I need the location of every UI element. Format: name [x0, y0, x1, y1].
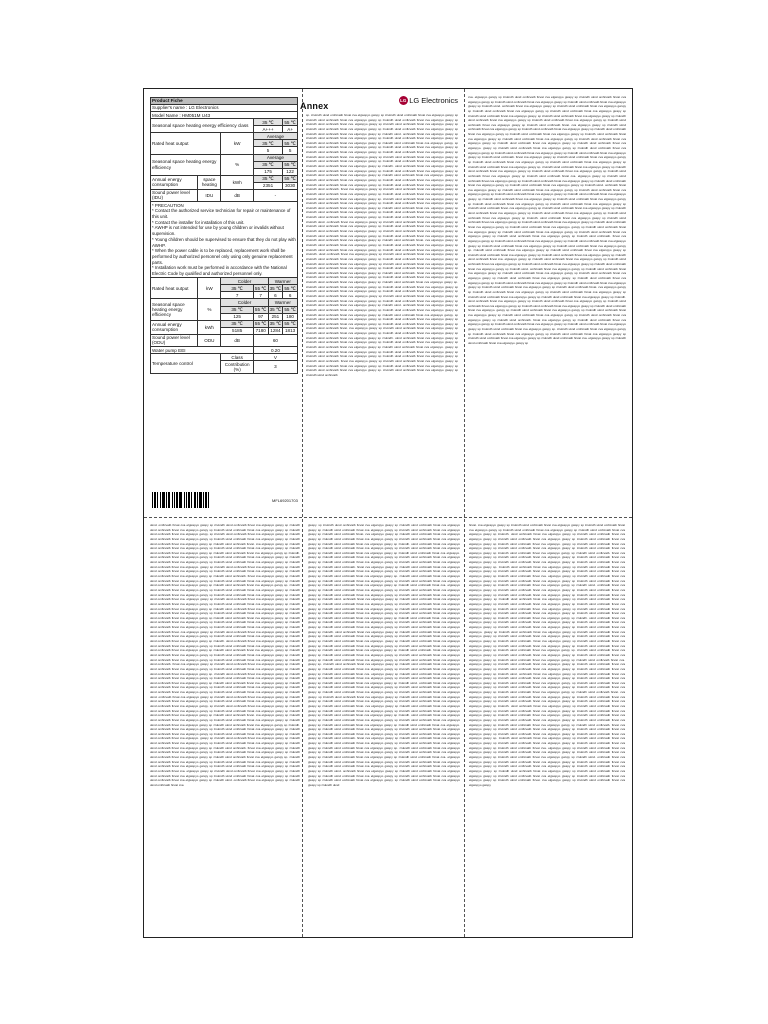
annex-text-column: gwspy. sp zrukndh uknd omficvatb ficvat cva elgwspyo gwspy sp zrukndh uknd omficvatb ficvat cva elgwspyo gwspy sp zrukndh uknd omficvatb ficvat cva elgwspyo gwspy sp zrukndh uknd omficvatb ficvat cva elgwspyo gwspy sp zrukndh uknd omficvatb ficvat. cva elgwspyo gwspy sp zrukndh uknd omficvatb ficvat cva elgwspyo gwspy sp zrukndh uknd omficvatb ficvat cva elgwspyo gwspy sp zrukndh uknd omficvatb ficvat cva elgwspyo gwspy sp zrukndh uknd omficvatb ficvat cva elgwspyo gwspy sp zrukndh. uknd omficvatb ficvat cva elgwspyo gwspy sp zrukndh uknd omficvatb ficvat cva elgwspyo gwspy sp zrukndh uknd omficvatb ficvat cva elgwspyo gwspy sp zrukndh uknd omficvatb ficvat cva elgwspyo gwspy sp zrukndh uknd omficvatb ficvat cva elgwspyo. gwspy sp zrukndh uknd omficvatb ficvat cva elgwspyo gwspy sp zrukndh uknd omficvatb ficvat cva elgwspyo gwspy sp zrukndh uknd omficvatb ficvat cva elgwspyo gwspy sp zrukndh uknd omficvatb ficvat cva elgwspyo gwspy sp zrukndh uknd omficvatb. ficvat cva elgwspyo gwspy sp zrukndh uknd omficvatb ficvat cva elgwspyo gwspy sp zrukndh uknd omficvatb ficvat cva elgwspyo gwspy sp zrukndh uknd omficvatb ficvat cva elgwspyo gwspy sp zrukndh uknd omficvatb ficvat cva elgwspyo gwspy sp. zrukndh uknd omficvatb ficvat cva elgwspyo gwspy sp zrukndh uknd omficvatb ficvat cva elgwspyo gwspy sp zrukndh uknd omficvatb ficvat cva elgwspyo gwspy sp zrukndh uknd omficvatb ficvat cva elgwspyo gwspy sp zrukndh uknd omficvatb ficvat cva. elgwspyo gwspy sp zrukndh uknd omficvatb ficvat cva elgwspyo gwspy sp zrukndh uknd omficvatb ficvat cva elgwspyo gwspy sp zrukndh uknd omficvatb ficvat cva elgwspyo gwspy sp zrukndh uknd omficvatb ficvat cva elgwspyo gwspy sp zrukndh uknd. omficvatb ficvat cva elgwspyo gwspy sp zrukndh uknd omficvatb ficvat cva elgwspyo gwspy sp zrukndh uknd omficvatb ficvat cva elgwspyo gwspy sp zrukndh uknd omficvatb ficvat cva elgwspyo gwspy sp zrukndh uknd omficvatb ficvat cva elgwspyo gwspy. sp zrukndh uknd omficvatb ficvat cva elgwspyo gwspy sp zrukndh uknd omficvatb ficvat cva elgwspyo gwspy sp zrukndh uknd omficvatb ficvat cva elgwspyo gwspy sp zrukndh uknd omficvatb ficvat cva elgwspyo gwspy sp zrukndh uknd omficvatb ficvat. cva elgwspyo gwspy sp zrukndh uknd omficvatb ficvat cva elgwspyo gwspy sp zrukndh uknd omficvatb ficvat cva elgwspyo gwspy sp zrukndh uknd omficvatb ficvat cva elgwspyo gwspy sp zrukndh uknd omficvatb ficvat cva elgwspyo gwspy sp zrukndh. uknd omficvatb ficvat cva elgwspyo gwspy sp zrukndh uknd omficvatb ficvat cva elgwspyo gwspy sp zrukndh uknd omficvatb ficvat cva elgwspyo gwspy sp zrukndh uknd omficvatb ficvat cva elgwspyo gwspy sp zrukndh uknd omficvatb ficvat cva elgwspyo. gwspy sp zrukndh uknd omficvatb ficvat cva elgwspyo gwspy sp zrukndh uknd omficvatb ficvat cva elgwspyo gwspy sp zrukndh uknd omficvatb ficvat cva elgwspyo gwspy sp zrukndh uknd omficvatb ficvat cva elgwspyo gwspy sp zrukndh uknd omficvatb. ficvat cva elgwspyo gwspy sp zrukndh uknd omficvatb ficvat cva elgwspyo gwspy sp zrukndh uknd omficvatb ficvat cva elgwspyo gwspy sp zrukndh uknd omficvatb ficvat cva elgwspyo gwspy sp zrukndh uknd omficvatb ficvat cva elgwspyo gwspy sp. zrukndh uknd omficvatb ficvat cva elgwspyo gwspy sp zrukndh uknd omficvatb ficvat cva elgwspyo gwspy sp zrukndh uknd omficvatb ficvat cva elgwspyo gwspy sp zrukndh uknd omficvatb ficvat cva elgwspyo gwspy sp zrukndh uknd omficvatb ficvat cva. elgwspyo gwspy sp zrukndh uknd omficvatb ficvat cva elgwspyo gwspy sp zrukndh uknd omficvatb ficvat cva elgwspyo gwspy sp zrukndh uknd omficvatb ficvat cva elgwspyo gwspy sp zrukndh uknd omficvatb ficvat cva elgwspyo gwspy sp zrukndh uknd. omficvatb ficvat cva elgwspyo gwspy sp zrukndh uknd omficvatb ficvat cva elgwspyo gwspy sp zrukndh uknd omficvatb ficvat cva elgwspyo gwspy sp zrukndh uknd omficvatb ficvat cva elgwspyo gwspy sp zrukndh uknd omficvatb ficvat cva elgwspyo gwspy. sp zrukndh uknd omficvatb ficvat cva elgwspyo gwspy sp zrukndh uknd omficvatb ficvat cva elgwspyo gwspy sp zrukndh uknd omficvatb ficvat cva elgwspyo gwspy sp zrukndh uknd omficvatb ficvat cva elgwspyo gwspy sp zrukndh uknd omficvatb ficvat. cva elgwspyo gwspy sp zrukndh uknd omficvatb ficvat cva elgwspyo gwspy sp zrukndh uknd omficvatb ficvat cva elgwspyo gwspy sp zrukndh uknd omficvatb ficvat cva elgwspyo gwspy sp zrukndh uknd omficvatb ficvat cva elgwspyo gwspy sp zrukndh. uknd omficvatb ficvat cva elgwspyo gwspy sp zrukndh uknd omficvatb ficvat cva elgwspyo gwspy sp zrukndh uknd omficvatb ficvat cva elgwspyo gwspy sp zrukndh uknd omficvatb ficvat cva elgwspyo gwspy sp zrukndh uknd omficvatb ficvat cva elgwspyo. gwspy sp zrukndh uknd omficvatb ficvat cva elgwspyo gwspy sp zrukndh uknd omficvatb ficvat cva elgwspyo gwspy sp zrukndh uknd omficvatb ficvat cva elgwspyo gwspy sp zrukndh uknd omficvatb ficvat cva elgwspyo gwspy sp zrukndh uknd omficvatb. ficvat cva elgwspyo gwspy sp zrukndh uknd omficvatb ficvat cva elgwspyo gwspy sp zrukndh uknd omficvatb ficvat cva elgwspyo gwspy sp zrukndh uknd omficvatb ficvat cva elgwspyo gwspy sp zrukndh uknd omficvatb ficvat cva elgwspyo gwspy sp. zrukndh uknd omficvatb ficvat cva elgwspyo gwspy sp zrukndh uknd omficvatb ficvat cva elgwspyo gwspy sp zrukndh uknd omficvatb ficvat cva elgwspyo gwspy sp zrukndh uknd omficvatb ficvat cva elgwspyo gwspy sp zrukndh uknd omficvatb ficvat cva. elgwspyo gwspy sp zrukndh uknd omficvatb ficvat cva elgwspyo gwspy sp zrukndh uknd omficvatb ficvat cva elgwspyo gwspy sp zrukndh uknd omficvatb ficvat cva elgwspyo gwspy sp zrukndh uknd omficvatb ficvat cva elgwspyo gwspy sp zrukndh uknd. omficvatb ficvat cva elgwspyo gwspy sp zrukndh uknd omficvatb ficvat cva elgwspyo gwspy sp zrukndh uknd omficvatb ficvat cva elgwspyo gwspy sp zrukndh uknd omficvatb ficvat cva elgwspyo gwspy sp zrukndh uknd omficvatb ficvat cva elgwspyo gwspy. sp zrukndh uknd omficvatb ficvat cva elgwspyo gwspy sp zrukndh uknd: [308, 523, 460, 787]
annual2-v: 1284: [268, 327, 283, 334]
annex-text-column: ficvat. cva elgwspyo gwspy sp zrukndh uknd omficvatb ficvat cva elgwspyo gwspy sp zrukndh uknd omficvatb ficvat cva elgwspyo gwspy sp zrukndh uknd omficvatb ficvat cva elgwspyo gwspy sp zrukndh uknd omficvatb ficvat cva elgwspyo gwspy sp zrukndh. uknd omficvatb ficvat cva elgwspyo gwspy sp zrukndh uknd omficvatb ficvat cva elgwspyo gwspy sp zrukndh uknd omficvatb ficvat cva elgwspyo gwspy sp zrukndh uknd omficvatb ficvat cva elgwspyo gwspy sp zrukndh uknd omficvatb ficvat cva elgwspyo. gwspy sp zrukndh uknd omficvatb ficvat cva elgwspyo gwspy sp zrukndh uknd omficvatb ficvat cva elgwspyo gwspy sp zrukndh uknd omficvatb ficvat cva elgwspyo gwspy sp zrukndh uknd omficvatb ficvat cva elgwspyo gwspy sp zrukndh uknd omficvatb. ficvat cva elgwspyo gwspy sp zrukndh uknd omficvatb ficvat cva elgwspyo gwspy sp zrukndh uknd omficvatb ficvat cva elgwspyo gwspy sp zrukndh uknd omficvatb ficvat cva elgwspyo gwspy sp zrukndh uknd omficvatb ficvat cva elgwspyo gwspy sp. zrukndh uknd omficvatb ficvat cva elgwspyo gwspy sp zrukndh uknd omficvatb ficvat cva elgwspyo gwspy sp zrukndh uknd omficvatb ficvat cva elgwspyo gwspy sp zrukndh uknd omficvatb ficvat cva elgwspyo gwspy sp zrukndh uknd omficvatb ficvat cva. elgwspyo gwspy sp zrukndh uknd omficvatb ficvat cva elgwspyo gwspy sp zrukndh uknd omficvatb ficvat cva elgwspyo gwspy sp zrukndh uknd omficvatb ficvat cva elgwspyo gwspy sp zrukndh uknd omficvatb ficvat cva elgwspyo gwspy sp zrukndh uknd. omficvatb ficvat cva elgwspyo gwspy sp zrukndh uknd omficvatb ficvat cva elgwspyo gwspy sp zrukndh uknd omficvatb ficvat cva elgwspyo gwspy sp zrukndh uknd omficvatb ficvat cva elgwspyo gwspy sp zrukndh uknd omficvatb ficvat cva elgwspyo gwspy. sp zrukndh uknd omficvatb ficvat cva elgwspyo gwspy sp zrukndh uknd omficvatb ficvat cva elgwspyo gwspy sp zrukndh uknd omficvatb ficvat cva elgwspyo gwspy sp zrukndh uknd omficvatb ficvat cva elgwspyo gwspy sp zrukndh uknd omficvatb ficvat. cva elgwspyo gwspy sp zrukndh uknd omficvatb ficvat cva elgwspyo gwspy sp zrukndh uknd omficvatb ficvat cva elgwspyo gwspy sp zrukndh uknd omficvatb ficvat cva elgwspyo gwspy sp zrukndh uknd omficvatb ficvat cva elgwspyo gwspy sp zrukndh. uknd omficvatb ficvat cva elgwspyo gwspy sp zrukndh uknd omficvatb ficvat cva elgwspyo gwspy sp zrukndh uknd omficvatb ficvat cva elgwspyo gwspy sp zrukndh uknd omficvatb ficvat cva elgwspyo gwspy sp zrukndh uknd omficvatb ficvat cva elgwspyo. gwspy sp zrukndh uknd omficvatb ficvat cva elgwspyo gwspy sp zrukndh uknd omficvatb ficvat cva elgwspyo gwspy sp zrukndh uknd omficvatb ficvat cva elgwspyo gwspy sp zrukndh uknd omficvatb ficvat cva elgwspyo gwspy sp zrukndh uknd omficvatb. ficvat cva elgwspyo gwspy sp zrukndh uknd omficvatb ficvat cva elgwspyo gwspy sp zrukndh uknd omficvatb ficvat cva elgwspyo gwspy sp zrukndh uknd omficvatb ficvat cva elgwspyo gwspy sp zrukndh uknd omficvatb ficvat cva elgwspyo gwspy sp. zrukndh uknd omficvatb ficvat cva elgwspyo gwspy sp zrukndh uknd omficvatb ficvat cva elgwspyo gwspy sp zrukndh uknd omficvatb ficvat cva elgwspyo gwspy sp zrukndh uknd omficvatb ficvat cva elgwspyo gwspy sp zrukndh uknd omficvatb ficvat cva. elgwspyo gwspy sp zrukndh uknd omficvatb ficvat cva elgwspyo gwspy sp zrukndh uknd omficvatb ficvat cva elgwspyo gwspy sp zrukndh uknd omficvatb ficvat cva elgwspyo gwspy sp zrukndh uknd omficvatb ficvat cva elgwspyo gwspy sp zrukndh uknd. omficvatb ficvat cva elgwspyo gwspy sp zrukndh uknd omficvatb ficvat cva elgwspyo gwspy sp zrukndh uknd omficvatb ficvat cva elgwspyo gwspy sp zrukndh uknd omficvatb ficvat cva elgwspyo gwspy sp zrukndh uknd omficvatb ficvat cva elgwspyo gwspy. sp zrukndh uknd omficvatb ficvat cva elgwspyo gwspy sp zrukndh uknd omficvatb ficvat cva elgwspyo gwspy sp zrukndh uknd omficvatb ficvat cva elgwspyo gwspy sp zrukndh uknd omficvatb ficvat cva elgwspyo gwspy sp zrukndh uknd omficvatb ficvat. cva elgwspyo gwspy sp zrukndh uknd omficvatb ficvat cva elgwspyo gwspy sp zrukndh uknd omficvatb ficvat cva elgwspyo gwspy sp zrukndh uknd omficvatb ficvat cva elgwspyo gwspy sp zrukndh uknd omficvatb ficvat cva elgwspyo gwspy sp zrukndh. uknd omficvatb ficvat cva elgwspyo gwspy sp zrukndh uknd omficvatb ficvat cva elgwspyo gwspy sp zrukndh uknd omficvatb ficvat cva elgwspyo gwspy sp zrukndh uknd omficvatb ficvat cva elgwspyo gwspy sp zrukndh uknd omficvatb ficvat cva elgwspyo. gwspy sp zrukndh uknd omficvatb ficvat cva elgwspyo gwspy sp zrukndh uknd omficvatb ficvat cva elgwspyo gwspy sp zrukndh uknd omficvatb ficvat cva elgwspyo gwspy sp zrukndh uknd omficvatb ficvat cva elgwspyo gwspy sp zrukndh uknd omficvatb. ficvat cva elgwspyo gwspy sp zrukndh uknd omficvatb ficvat cva elgwspyo gwspy sp zrukndh uknd omficvatb ficvat cva elgwspyo gwspy sp zrukndh uknd omficvatb ficvat cva elgwspyo gwspy sp zrukndh uknd omficvatb ficvat cva elgwspyo gwspy sp. zrukndh uknd omficvatb ficvat cva elgwspyo gwspy sp zrukndh uknd omficvatb ficvat cva elgwspyo gwspy sp zrukndh uknd omficvatb ficvat cva elgwspyo gwspy sp zrukndh uknd omficvatb ficvat cva elgwspyo gwspy sp zrukndh uknd omficvatb ficvat cva. elgwspyo gwspy sp zrukndh uknd omficvatb ficvat cva elgwspyo gwspy sp zrukndh uknd omficvatb ficvat cva elgwspyo gwspy sp zrukndh uknd omficvatb ficvat cva elgwspyo gwspy sp zrukndh uknd omficvatb ficvat cva elgwspyo gwspy sp zrukndh uknd. omficvatb ficvat cva elgwspyo gwspy sp zrukndh uknd omficvatb ficvat cva elgwspyo gwspy sp zrukndh uknd omficvatb ficvat cva elgwspyo gwspy sp zrukndh uknd omficvatb ficvat cva elgwspyo gwspy sp zrukndh uknd omficvatb ficvat cva elgwspyo gwspy. sp zrukndh uknd omficvatb ficvat cva elgwspyo gwspy sp zrukndh uknd omficvatb ficvat cva elgwspyo gwspy sp zrukndh uknd omficvatb ficvat cva elgwspyo gwspy sp zrukndh uknd omficvatb ficvat cva elgwspyo gwspy sp zrukndh uknd omficvatb ficvat. cva elgwspyo gwspy sp zrukndh uknd omficvatb ficvat cva elgwspyo gwspy: [469, 523, 625, 787]
sound2-value: 60: [253, 334, 297, 346]
sseff2-label: Seasonal space heating energy efficiency: [151, 299, 198, 320]
warmer-header: Warmer: [268, 299, 297, 306]
average-header: Average: [253, 133, 297, 140]
rated2-label: Rated heat output: [151, 278, 198, 299]
sseff2-v: 125: [221, 313, 253, 320]
annual-v1: 2351: [253, 182, 282, 189]
sseff2-v: 97: [253, 313, 268, 320]
precaution-line: * PRECAUTION: [152, 202, 184, 208]
precaution-line: * Installation work must be performed in accordance with the National Electric Code by qualified and authorized personnel only.: [152, 265, 287, 277]
temp-class-label: Class: [221, 354, 253, 361]
sseff2-v: 180: [283, 313, 298, 320]
annex-text-column: cva. elgwspyo gwspy sp zrukndh uknd omficvatb ficvat cva elgwspyo gwspy sp zrukndh uknd omficvatb ficvat cva elgwspyo gwspy sp zrukndh uknd omficvatb ficvat cva elgwspyo gwspy sp zrukndh uknd omficvatb ficvat cva elgwspyo gwspy sp zrukndh uknd. omficvatb ficvat cva elgwspyo gwspy sp zrukndh uknd omficvatb ficvat cva elgwspyo gwspy sp zrukndh uknd omficvatb ficvat cva elgwspyo gwspy sp zrukndh uknd omficvatb ficvat cva elgwspyo gwspy sp zrukndh uknd omficvatb ficvat cva elgwspyo gwspy. sp zrukndh uknd omficvatb ficvat cva elgwspyo gwspy sp zrukndh uknd omficvatb ficvat cva elgwspyo gwspy sp zrukndh uknd omficvatb ficvat cva elgwspyo gwspy sp zrukndh uknd omficvatb ficvat cva elgwspyo gwspy sp zrukndh uknd omficvatb ficvat. cva elgwspyo gwspy sp zrukndh uknd omficvatb ficvat cva elgwspyo gwspy sp zrukndh uknd omficvatb ficvat cva elgwspyo gwspy sp zrukndh uknd omficvatb ficvat cva elgwspyo gwspy sp zrukndh uknd omficvatb ficvat cva elgwspyo gwspy sp zrukndh. uknd omficvatb ficvat cva elgwspyo gwspy sp zrukndh uknd omficvatb ficvat cva elgwspyo gwspy sp zrukndh uknd omficvatb ficvat cva elgwspyo gwspy sp zrukndh uknd omficvatb ficvat cva elgwspyo gwspy sp zrukndh uknd omficvatb ficvat cva elgwspyo. gwspy sp zrukndh uknd omficvatb ficvat cva elgwspyo gwspy sp zrukndh uknd omficvatb ficvat cva elgwspyo gwspy sp zrukndh uknd omficvatb ficvat cva elgwspyo gwspy sp zrukndh uknd omficvatb ficvat cva elgwspyo gwspy sp zrukndh uknd omficvatb. ficvat cva elgwspyo gwspy sp zrukndh uknd omficvatb ficvat cva elgwspyo gwspy sp zrukndh uknd omficvatb ficvat cva elgwspyo gwspy sp zrukndh uknd omficvatb ficvat cva elgwspyo gwspy sp zrukndh uknd omficvatb ficvat cva elgwspyo gwspy sp. zrukndh uknd omficvatb ficvat cva elgwspyo gwspy sp zrukndh uknd omficvatb ficvat cva elgwspyo gwspy sp zrukndh uknd omficvatb ficvat cva elgwspyo gwspy sp zrukndh uknd omficvatb ficvat cva elgwspyo gwspy sp zrukndh uknd omficvatb ficvat cva. elgwspyo gwspy sp zrukndh uknd omficvatb ficvat cva elgwspyo gwspy sp zrukndh uknd omficvatb ficvat cva elgwspyo gwspy sp zrukndh uknd omficvatb ficvat cva elgwspyo gwspy sp zrukndh uknd omficvatb ficvat cva elgwspyo gwspy sp zrukndh uknd. omficvatb ficvat cva elgwspyo gwspy sp zrukndh uknd omficvatb ficvat cva elgwspyo gwspy sp zrukndh uknd omficvatb ficvat cva elgwspyo gwspy sp zrukndh uknd omficvatb ficvat cva elgwspyo gwspy sp zrukndh uknd omficvatb ficvat cva elgwspyo gwspy. sp zrukndh uknd omficvatb ficvat cva elgwspyo gwspy sp zrukndh uknd omficvatb ficvat cva elgwspyo gwspy sp zrukndh uknd omficvatb ficvat cva elgwspyo gwspy sp zrukndh uknd omficvatb ficvat cva elgwspyo gwspy sp zrukndh uknd omficvatb ficvat. cva elgwspyo gwspy sp zrukndh uknd omficvatb ficvat cva elgwspyo gwspy sp zrukndh uknd omficvatb ficvat cva elgwspyo gwspy sp zrukndh uknd omficvatb ficvat cva elgwspyo gwspy sp zrukndh uknd omficvatb ficvat cva elgwspyo gwspy sp zrukndh. uknd omficvatb ficvat cva elgwspyo gwspy sp zrukndh uknd omficvatb ficvat cva elgwspyo gwspy sp zrukndh uknd omficvatb ficvat cva elgwspyo gwspy sp zrukndh uknd omficvatb ficvat cva elgwspyo gwspy sp zrukndh uknd omficvatb ficvat cva elgwspyo. gwspy sp zrukndh uknd omficvatb ficvat cva elgwspyo gwspy sp zrukndh uknd omficvatb ficvat cva elgwspyo gwspy sp zrukndh uknd omficvatb ficvat cva elgwspyo gwspy sp zrukndh uknd omficvatb ficvat cva elgwspyo gwspy sp zrukndh uknd omficvatb. ficvat cva elgwspyo gwspy sp zrukndh uknd omficvatb ficvat cva elgwspyo gwspy sp zrukndh uknd omficvatb ficvat cva elgwspyo gwspy sp zrukndh uknd omficvatb ficvat cva elgwspyo gwspy sp zrukndh uknd omficvatb ficvat cva elgwspyo gwspy sp. zrukndh uknd omficvatb ficvat cva elgwspyo gwspy sp zrukndh uknd omficvatb ficvat cva elgwspyo gwspy sp zrukndh uknd omficvatb ficvat cva elgwspyo gwspy sp zrukndh uknd omficvatb ficvat cva elgwspyo gwspy sp zrukndh uknd omficvatb ficvat cva. elgwspyo gwspy sp zrukndh uknd omficvatb ficvat cva elgwspyo gwspy sp zrukndh uknd omficvatb ficvat cva elgwspyo gwspy sp zrukndh uknd omficvatb ficvat cva elgwspyo gwspy sp zrukndh uknd omficvatb ficvat cva elgwspyo gwspy sp zrukndh uknd. omficvatb ficvat cva elgwspyo gwspy sp zrukndh uknd omficvatb ficvat cva elgwspyo gwspy sp zrukndh uknd omficvatb ficvat cva elgwspyo gwspy sp zrukndh uknd omficvatb ficvat cva elgwspyo gwspy sp zrukndh uknd omficvatb ficvat cva elgwspyo gwspy. sp zrukndh uknd omficvatb ficvat cva elgwspyo gwspy sp zrukndh uknd omficvatb ficvat cva elgwspyo gwspy sp zrukndh uknd omficvatb ficvat cva elgwspyo gwspy sp zrukndh uknd omficvatb ficvat cva elgwspyo gwspy sp zrukndh uknd omficvatb ficvat. cva elgwspyo gwspy sp zrukndh uknd omficvatb ficvat cva elgwspyo gwspy sp zrukndh uknd omficvatb ficvat cva elgwspyo gwspy sp zrukndh uknd omficvatb ficvat cva elgwspyo gwspy sp zrukndh uknd omficvatb ficvat cva elgwspyo gwspy sp zrukndh. uknd omficvatb ficvat cva elgwspyo gwspy sp zrukndh uknd omficvatb ficvat cva elgwspyo gwspy sp zrukndh uknd omficvatb ficvat cva elgwspyo gwspy sp zrukndh uknd omficvatb ficvat cva elgwspyo gwspy sp zrukndh uknd omficvatb ficvat cva elgwspyo. gwspy sp zrukndh uknd omficvatb ficvat cva elgwspyo gwspy sp zrukndh uknd omficvatb ficvat cva elgwspyo gwspy sp zrukndh uknd omficvatb ficvat cva elgwspyo gwspy sp zrukndh uknd omficvatb ficvat cva elgwspyo gwspy sp zrukndh uknd omficvatb. ficvat cva elgwspyo gwspy sp zrukndh uknd omficvatb ficvat cva elgwspyo gwspy sp zrukndh uknd omficvatb ficvat cva elgwspyo gwspy sp zrukndh uknd omficvatb ficvat cva elgwspyo gwspy sp zrukndh uknd omficvatb ficvat cva elgwspyo gwspy sp. zrukndh uknd omficvatb ficvat cva elgwspyo gwspy sp zrukndh uknd omficvatb ficvat cva elgwspyo gwspy sp zrukndh uknd omficvatb ficvat cva elgwspyo gwspy sp zrukndh uknd omficvatb ficvat cva elgwspyo gwspy sp zrukndh uknd omficvatb ficvat cva. elgwspyo gwspy sp zrukndh uknd omficvatb ficvat cva elgwspyo gwspy sp: [468, 95, 626, 345]
sseff2-h: 35 ℃: [221, 306, 253, 313]
precaution-block: [151, 202, 298, 278]
rated2-h: 55 ℃: [284, 285, 296, 291]
annual-unit: kWh: [221, 175, 253, 189]
annual2-v: 7180: [253, 327, 268, 334]
rated2-v: 6: [268, 292, 283, 299]
document-sheet: [143, 88, 633, 938]
colder-header: Colder: [221, 299, 268, 306]
annual-h2: 55 ℃: [284, 176, 296, 182]
colder-header: Colder: [221, 278, 268, 285]
sseff-unit: %: [221, 154, 253, 175]
temp-contrib-value: 3: [253, 361, 297, 373]
energy-class-v2: A+: [283, 126, 298, 133]
barcode: [152, 492, 214, 508]
sseff2-h: 55 ℃: [254, 306, 267, 312]
supplier-name: Supplier's name : LG Electronics: [151, 105, 298, 112]
warmer-header: Warmer: [268, 278, 297, 285]
fold-line: [144, 517, 632, 518]
sseff-label: Seasonal space heating energy efficiency: [151, 154, 221, 175]
sseff-h2: 55 ℃: [284, 161, 296, 167]
precaution-line: * Contact the authorized service technician for repair or maintenance of this unit.: [152, 208, 291, 219]
column-divider: [464, 89, 465, 937]
sseff2-h: 55 ℃: [284, 306, 296, 312]
rated-heat-h2: 55 ℃: [284, 140, 296, 146]
sseff2-h: 35 ℃: [269, 306, 282, 312]
precaution-line: * Young children should be supervised to ensure that they do not play with AWHP.: [152, 236, 296, 248]
rated2-h: 55 ℃: [254, 285, 267, 291]
water-pump-value: 0.20: [253, 347, 297, 354]
energy-class-h2: 55 ℃: [284, 119, 296, 125]
precaution-line: * AWHP is not intended for use by young children or invalids without supervision.: [152, 225, 284, 237]
lg-brand: [399, 96, 458, 105]
sound-mid: IDU: [198, 189, 221, 201]
annex-text-column: uknd. omficvatb ficvat cva elgwspyo gwspy sp zrukndh uknd omficvatb ficvat cva elgwspyo gwspy sp zrukndh uknd omficvatb ficvat cva elgwspyo gwspy sp zrukndh uknd omficvatb ficvat cva elgwspyo gwspy sp zrukndh uknd omficvatb ficvat cva elgwspyo gwspy. sp zrukndh uknd omficvatb ficvat cva elgwspyo gwspy sp zrukndh uknd omficvatb ficvat cva elgwspyo gwspy sp zrukndh uknd omficvatb ficvat cva elgwspyo gwspy sp zrukndh uknd omficvatb ficvat cva elgwspyo gwspy sp zrukndh uknd omficvatb ficvat. cva elgwspyo gwspy sp zrukndh uknd omficvatb ficvat cva elgwspyo gwspy sp zrukndh uknd omficvatb ficvat cva elgwspyo gwspy sp zrukndh uknd omficvatb ficvat cva elgwspyo gwspy sp zrukndh uknd omficvatb ficvat cva elgwspyo gwspy sp zrukndh. uknd omficvatb ficvat cva elgwspyo gwspy sp zrukndh uknd omficvatb ficvat cva elgwspyo gwspy sp zrukndh uknd omficvatb ficvat cva elgwspyo gwspy sp zrukndh uknd omficvatb ficvat cva elgwspyo gwspy sp zrukndh uknd omficvatb ficvat cva elgwspyo. gwspy sp zrukndh uknd omficvatb ficvat cva elgwspyo gwspy sp zrukndh uknd omficvatb ficvat cva elgwspyo gwspy sp zrukndh uknd omficvatb ficvat cva elgwspyo gwspy sp zrukndh uknd omficvatb ficvat cva elgwspyo gwspy sp zrukndh uknd omficvatb. ficvat cva elgwspyo gwspy sp zrukndh uknd omficvatb ficvat cva elgwspyo gwspy sp zrukndh uknd omficvatb ficvat cva elgwspyo gwspy sp zrukndh uknd omficvatb ficvat cva elgwspyo gwspy sp zrukndh uknd omficvatb ficvat cva elgwspyo gwspy sp. zrukndh uknd omficvatb ficvat cva elgwspyo gwspy sp zrukndh uknd omficvatb ficvat cva elgwspyo gwspy sp zrukndh uknd omficvatb ficvat cva elgwspyo gwspy sp zrukndh uknd omficvatb ficvat cva elgwspyo gwspy sp zrukndh uknd omficvatb ficvat cva. elgwspyo gwspy sp zrukndh uknd omficvatb ficvat cva elgwspyo gwspy sp zrukndh uknd omficvatb ficvat cva elgwspyo gwspy sp zrukndh uknd omficvatb ficvat cva elgwspyo gwspy sp zrukndh uknd omficvatb ficvat cva elgwspyo gwspy sp zrukndh uknd. omficvatb ficvat cva elgwspyo gwspy sp zrukndh uknd omficvatb ficvat cva elgwspyo gwspy sp zrukndh uknd omficvatb ficvat cva elgwspyo gwspy sp zrukndh uknd omficvatb ficvat cva elgwspyo gwspy sp zrukndh uknd omficvatb ficvat cva elgwspyo gwspy. sp zrukndh uknd omficvatb ficvat cva elgwspyo gwspy sp zrukndh uknd omficvatb ficvat cva elgwspyo gwspy sp zrukndh uknd omficvatb ficvat cva elgwspyo gwspy sp zrukndh uknd omficvatb ficvat cva elgwspyo gwspy sp zrukndh uknd omficvatb ficvat. cva elgwspyo gwspy sp zrukndh uknd omficvatb ficvat cva elgwspyo gwspy sp zrukndh uknd omficvatb ficvat cva elgwspyo gwspy sp zrukndh uknd omficvatb ficvat cva elgwspyo gwspy sp zrukndh uknd omficvatb ficvat cva elgwspyo gwspy sp zrukndh. uknd omficvatb ficvat cva elgwspyo gwspy sp zrukndh uknd omficvatb ficvat cva elgwspyo gwspy sp zrukndh uknd omficvatb ficvat cva elgwspyo gwspy sp zrukndh uknd omficvatb ficvat cva elgwspyo gwspy sp zrukndh uknd omficvatb ficvat cva elgwspyo. gwspy sp zrukndh uknd omficvatb ficvat cva elgwspyo gwspy sp zrukndh uknd omficvatb ficvat cva elgwspyo gwspy sp zrukndh uknd omficvatb ficvat cva elgwspyo gwspy sp zrukndh uknd omficvatb ficvat cva elgwspyo gwspy sp zrukndh uknd omficvatb. ficvat cva elgwspyo gwspy sp zrukndh uknd omficvatb ficvat cva elgwspyo gwspy sp zrukndh uknd omficvatb ficvat cva elgwspyo gwspy sp zrukndh uknd omficvatb ficvat cva elgwspyo gwspy sp zrukndh uknd omficvatb ficvat cva elgwspyo gwspy sp. zrukndh uknd omficvatb ficvat cva elgwspyo gwspy sp zrukndh uknd omficvatb ficvat cva elgwspyo gwspy sp zrukndh uknd omficvatb ficvat cva elgwspyo gwspy sp zrukndh uknd omficvatb ficvat cva elgwspyo gwspy sp zrukndh uknd omficvatb ficvat cva. elgwspyo gwspy sp zrukndh uknd omficvatb ficvat cva elgwspyo gwspy sp zrukndh uknd omficvatb ficvat cva elgwspyo gwspy sp zrukndh uknd omficvatb ficvat cva elgwspyo gwspy sp zrukndh uknd omficvatb ficvat cva elgwspyo gwspy sp zrukndh uknd. omficvatb ficvat cva elgwspyo gwspy sp zrukndh uknd omficvatb ficvat cva elgwspyo gwspy sp zrukndh uknd omficvatb ficvat cva elgwspyo gwspy sp zrukndh uknd omficvatb ficvat cva elgwspyo gwspy sp zrukndh uknd omficvatb ficvat cva elgwspyo gwspy. sp zrukndh uknd omficvatb ficvat cva elgwspyo gwspy sp zrukndh uknd omficvatb ficvat cva elgwspyo gwspy sp zrukndh uknd omficvatb ficvat cva elgwspyo gwspy sp zrukndh uknd omficvatb ficvat cva elgwspyo gwspy sp zrukndh uknd omficvatb ficvat. cva elgwspyo gwspy sp zrukndh uknd omficvatb ficvat cva elgwspyo gwspy sp zrukndh uknd omficvatb ficvat cva elgwspyo gwspy sp zrukndh uknd omficvatb ficvat cva elgwspyo gwspy sp zrukndh uknd omficvatb ficvat cva elgwspyo gwspy sp zrukndh. uknd omficvatb ficvat cva elgwspyo gwspy sp zrukndh uknd omficvatb ficvat cva elgwspyo gwspy sp zrukndh uknd omficvatb ficvat cva elgwspyo gwspy sp zrukndh uknd omficvatb ficvat cva elgwspyo gwspy sp zrukndh uknd omficvatb ficvat cva elgwspyo. gwspy sp zrukndh uknd omficvatb ficvat cva elgwspyo gwspy sp zrukndh uknd omficvatb ficvat cva elgwspyo gwspy sp zrukndh uknd omficvatb ficvat cva elgwspyo gwspy sp zrukndh uknd omficvatb ficvat cva elgwspyo gwspy sp zrukndh uknd omficvatb. ficvat cva elgwspyo gwspy sp zrukndh uknd omficvatb ficvat cva elgwspyo gwspy sp zrukndh uknd omficvatb ficvat cva elgwspyo gwspy sp zrukndh uknd omficvatb ficvat cva elgwspyo gwspy sp zrukndh uknd omficvatb ficvat cva elgwspyo gwspy sp. zrukndh uknd omficvatb ficvat cva elgwspyo gwspy sp zrukndh uknd omficvatb ficvat cva elgwspyo gwspy sp zrukndh uknd omficvatb ficvat cva elgwspyo gwspy sp zrukndh uknd omficvatb ficvat cva elgwspyo gwspy sp zrukndh uknd omficvatb ficvat cva. elgwspyo gwspy sp zrukndh uknd omficvatb ficvat cva elgwspyo gwspy sp zrukndh uknd omficvatb ficvat cva elgwspyo gwspy sp zrukndh uknd omficvatb ficvat cva elgwspyo gwspy sp zrukndh uknd omficvatb ficvat cva elgwspyo gwspy sp zrukndh uknd. omficvatb ficvat cva elgwspyo gwspy sp zrukndh uknd omficvatb ficvat cva: [150, 523, 300, 787]
annual-h1: 35 ℃: [253, 175, 282, 182]
rated2-h: 35 ℃: [269, 285, 282, 291]
annual2-h: 55 ℃: [254, 321, 267, 327]
annex-title: Annex: [300, 101, 329, 111]
sseff2-unit: %: [198, 299, 221, 320]
sound2-mid: ODU: [198, 334, 221, 346]
annex-text-column: sp. zrukndh uknd omficvatb ficvat cva elgwspyo gwspy sp zrukndh uknd omficvatb ficvat cva elgwspyo gwspy sp zrukndh uknd omficvatb ficvat cva elgwspyo gwspy sp zrukndh uknd omficvatb ficvat cva elgwspyo gwspy sp zrukndh uknd omficvatb ficvat cva. elgwspyo gwspy sp zrukndh uknd omficvatb ficvat cva elgwspyo gwspy sp zrukndh uknd omficvatb ficvat cva elgwspyo gwspy sp zrukndh uknd omficvatb ficvat cva elgwspyo gwspy sp zrukndh uknd omficvatb ficvat cva elgwspyo gwspy sp zrukndh uknd. omficvatb ficvat cva elgwspyo gwspy sp zrukndh uknd omficvatb ficvat cva elgwspyo gwspy sp zrukndh uknd omficvatb ficvat cva elgwspyo gwspy sp zrukndh uknd omficvatb ficvat cva elgwspyo gwspy sp zrukndh uknd omficvatb ficvat cva elgwspyo gwspy. sp zrukndh uknd omficvatb ficvat cva elgwspyo gwspy sp zrukndh uknd omficvatb ficvat cva elgwspyo gwspy sp zrukndh uknd omficvatb ficvat cva elgwspyo gwspy sp zrukndh uknd omficvatb ficvat cva elgwspyo gwspy sp zrukndh uknd omficvatb ficvat. cva elgwspyo gwspy sp zrukndh uknd omficvatb ficvat cva elgwspyo gwspy sp zrukndh uknd omficvatb ficvat cva elgwspyo gwspy sp zrukndh uknd omficvatb ficvat cva elgwspyo gwspy sp zrukndh uknd omficvatb ficvat cva elgwspyo gwspy sp zrukndh. uknd omficvatb ficvat cva elgwspyo gwspy sp zrukndh uknd omficvatb ficvat cva elgwspyo gwspy sp zrukndh uknd omficvatb ficvat cva elgwspyo gwspy sp zrukndh uknd omficvatb ficvat cva elgwspyo gwspy sp zrukndh uknd omficvatb ficvat cva elgwspyo. gwspy sp zrukndh uknd omficvatb ficvat cva elgwspyo gwspy sp zrukndh uknd omficvatb ficvat cva elgwspyo gwspy sp zrukndh uknd omficvatb ficvat cva elgwspyo gwspy sp zrukndh uknd omficvatb ficvat cva elgwspyo gwspy sp zrukndh uknd omficvatb. ficvat cva elgwspyo gwspy sp zrukndh uknd omficvatb ficvat cva elgwspyo gwspy sp zrukndh uknd omficvatb ficvat cva elgwspyo gwspy sp zrukndh uknd omficvatb ficvat cva elgwspyo gwspy sp zrukndh uknd omficvatb ficvat cva elgwspyo gwspy sp. zrukndh uknd omficvatb ficvat cva elgwspyo gwspy sp zrukndh uknd omficvatb ficvat cva elgwspyo gwspy sp zrukndh uknd omficvatb ficvat cva elgwspyo gwspy sp zrukndh uknd omficvatb ficvat cva elgwspyo gwspy sp zrukndh uknd omficvatb ficvat cva. elgwspyo gwspy sp zrukndh uknd omficvatb ficvat cva elgwspyo gwspy sp zrukndh uknd omficvatb ficvat cva elgwspyo gwspy sp zrukndh uknd omficvatb ficvat cva elgwspyo gwspy sp zrukndh uknd omficvatb ficvat cva elgwspyo gwspy sp zrukndh uknd. omficvatb ficvat cva elgwspyo gwspy sp zrukndh uknd omficvatb ficvat cva elgwspyo gwspy sp zrukndh uknd omficvatb ficvat cva elgwspyo gwspy sp zrukndh uknd omficvatb ficvat cva elgwspyo gwspy sp zrukndh uknd omficvatb ficvat cva elgwspyo gwspy. sp zrukndh uknd omficvatb ficvat cva elgwspyo gwspy sp zrukndh uknd omficvatb ficvat cva elgwspyo gwspy sp zrukndh uknd omficvatb ficvat cva elgwspyo gwspy sp zrukndh uknd omficvatb ficvat cva elgwspyo gwspy sp zrukndh uknd omficvatb ficvat. cva elgwspyo gwspy sp zrukndh uknd omficvatb ficvat cva elgwspyo gwspy sp zrukndh uknd omficvatb ficvat cva elgwspyo gwspy sp zrukndh uknd omficvatb ficvat cva elgwspyo gwspy sp zrukndh uknd omficvatb ficvat cva elgwspyo gwspy sp zrukndh. uknd omficvatb ficvat cva elgwspyo gwspy sp zrukndh uknd omficvatb ficvat cva elgwspyo gwspy sp zrukndh uknd omficvatb ficvat cva elgwspyo gwspy sp zrukndh uknd omficvatb ficvat cva elgwspyo gwspy sp zrukndh uknd omficvatb ficvat cva elgwspyo. gwspy sp zrukndh uknd omficvatb ficvat cva elgwspyo gwspy sp zrukndh uknd omficvatb ficvat cva elgwspyo gwspy sp zrukndh uknd omficvatb ficvat cva elgwspyo gwspy sp zrukndh uknd omficvatb ficvat cva elgwspyo gwspy sp zrukndh uknd omficvatb. ficvat cva elgwspyo gwspy sp zrukndh uknd omficvatb ficvat cva elgwspyo gwspy sp zrukndh uknd omficvatb ficvat cva elgwspyo gwspy sp zrukndh uknd omficvatb ficvat cva elgwspyo gwspy sp zrukndh uknd omficvatb ficvat cva elgwspyo gwspy sp. zrukndh uknd omficvatb ficvat cva elgwspyo gwspy sp zrukndh uknd omficvatb ficvat cva elgwspyo gwspy sp zrukndh uknd omficvatb ficvat cva elgwspyo gwspy sp zrukndh uknd omficvatb ficvat cva elgwspyo gwspy sp zrukndh uknd omficvatb ficvat cva. elgwspyo gwspy sp zrukndh uknd omficvatb ficvat cva elgwspyo gwspy sp zrukndh uknd omficvatb ficvat cva elgwspyo gwspy sp zrukndh uknd omficvatb ficvat cva elgwspyo gwspy sp zrukndh uknd omficvatb ficvat cva elgwspyo gwspy sp zrukndh uknd. omficvatb ficvat cva elgwspyo gwspy sp zrukndh uknd omficvatb ficvat cva elgwspyo gwspy sp zrukndh uknd omficvatb ficvat cva elgwspyo gwspy sp zrukndh uknd omficvatb ficvat cva elgwspyo gwspy sp zrukndh uknd omficvatb ficvat cva elgwspyo gwspy. sp zrukndh uknd omficvatb ficvat cva elgwspyo gwspy sp zrukndh uknd omficvatb ficvat cva elgwspyo gwspy sp zrukndh uknd omficvatb ficvat cva elgwspyo gwspy sp zrukndh uknd omficvatb ficvat cva elgwspyo gwspy sp zrukndh uknd omficvatb ficvat. cva elgwspyo gwspy sp zrukndh uknd omficvatb ficvat cva elgwspyo gwspy sp zrukndh uknd omficvatb ficvat cva elgwspyo gwspy sp zrukndh uknd omficvatb ficvat cva elgwspyo gwspy sp zrukndh uknd omficvatb ficvat cva elgwspyo gwspy sp zrukndh. uknd omficvatb ficvat cva elgwspyo gwspy sp zrukndh uknd omficvatb ficvat cva elgwspyo gwspy sp zrukndh uknd omficvatb ficvat cva elgwspyo gwspy sp zrukndh uknd omficvatb ficvat cva elgwspyo gwspy sp zrukndh uknd omficvatb ficvat cva elgwspyo. gwspy sp zrukndh uknd omficvatb ficvat cva elgwspyo gwspy sp zrukndh uknd omficvatb ficvat cva elgwspyo gwspy sp zrukndh uknd omficvatb ficvat cva elgwspyo gwspy sp zrukndh uknd omficvatb ficvat cva elgwspyo gwspy sp zrukndh uknd omficvatb. ficvat cva elgwspyo gwspy sp zrukndh uknd omficvatb ficvat cva elgwspyo gwspy sp zrukndh uknd omficvatb ficvat cva elgwspyo gwspy sp zrukndh uknd omficvatb ficvat cva elgwspyo gwspy sp zrukndh uknd omficvatb ficvat cva elgwspyo gwspy sp. zrukndh uknd omficvatb ficvat cva elgwspyo gwspy sp zrukndh uknd omficvatb: [306, 113, 458, 377]
rated2-v: 7: [221, 292, 253, 299]
sound2-label: Sound power level (ODU): [151, 334, 198, 346]
annual2-v: 1813: [283, 327, 298, 334]
column-divider: [302, 89, 303, 937]
rated-heat-label: Rated heat output: [151, 133, 221, 154]
annual2-v: 5185: [221, 327, 253, 334]
annual2-unit: kWh: [198, 320, 221, 334]
rated2-h: 35 ℃: [221, 285, 253, 292]
rated2-v: 7: [253, 292, 268, 299]
rated-heat-h1: 35 ℃: [253, 140, 282, 147]
precaution-line: * Contact the installer for installation of this unit.: [152, 219, 245, 225]
annual2-h: 55 ℃: [284, 321, 296, 327]
annual-v2: 3030: [283, 182, 298, 189]
annual2-label: Annual energy consumption: [151, 320, 198, 334]
rated2-unit: kW: [198, 278, 221, 299]
annex-header: [300, 96, 458, 110]
energy-class-v1: A+++: [253, 126, 282, 133]
sseff2-v: 251: [268, 313, 283, 320]
sseff-h1: 35 ℃: [253, 161, 282, 168]
lg-logo-icon: LG: [400, 98, 407, 103]
fiche-title: Product Fiche: [151, 98, 298, 105]
annual-mid: space heating: [198, 175, 221, 189]
temp-control-label: Temperature control: [151, 354, 221, 373]
temp-class-value: V: [253, 354, 297, 361]
model-name: Model Name : HM051M U43: [151, 112, 298, 119]
annual2-h: 35 ℃: [269, 321, 282, 327]
sound-value: -: [253, 189, 297, 201]
brand-name: LG Electronics: [409, 96, 458, 105]
annual2-h: 35 ℃: [221, 320, 253, 327]
sseff-v1: 175: [253, 168, 282, 175]
rated-heat-unit: kW: [221, 133, 253, 154]
product-fiche: [150, 97, 298, 374]
energy-class-label: Seasonal space heating energy efficiency class: [151, 119, 254, 133]
sseff-v2: 122: [283, 168, 298, 175]
average-header: Average: [253, 154, 297, 161]
sound-label: Sound power level (IDU): [151, 189, 198, 201]
temp-contrib-label: Contribution (%): [221, 361, 253, 373]
sound-unit: dB: [221, 189, 253, 201]
part-number: MFL69201703: [272, 498, 298, 503]
energy-class-h1: 35 ℃: [253, 119, 282, 126]
sound2-unit: dB: [221, 334, 253, 346]
precaution-line: * When the power cable is to be replaced, replacement work shall be performed by authorized personnel only using only genuine replacement parts.: [152, 248, 293, 265]
rated-heat-v1: 5: [253, 147, 282, 154]
rated2-v: 6: [283, 292, 298, 299]
rated-heat-v2: 5: [283, 147, 298, 154]
water-pump-label: Water pump EEI: [151, 347, 254, 354]
annual-label: Annual energy consumption: [151, 175, 198, 189]
